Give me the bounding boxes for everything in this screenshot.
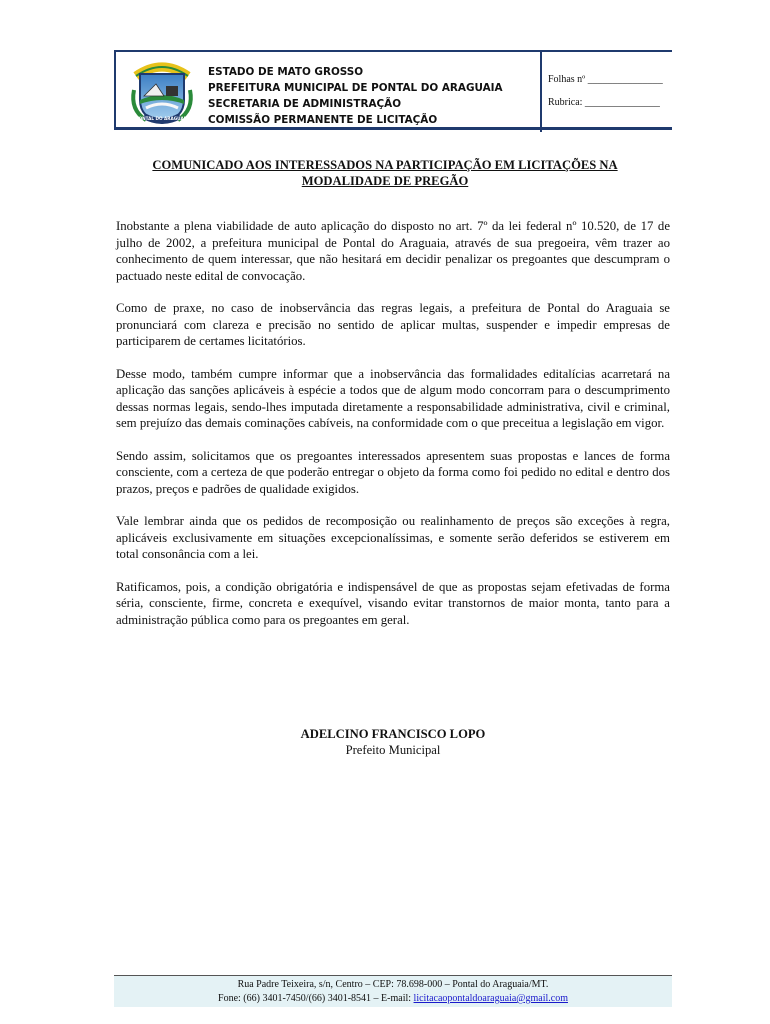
org-line-prefeitura: PREFEITURA MUNICIPAL DE PONTAL DO ARAGUAIA (208, 82, 503, 94)
footer-email-link[interactable]: licitacaopontaldoaraguaia@gmail.com (413, 993, 568, 1004)
title-line-2: MODALIDADE DE PREGÃO (301, 174, 469, 188)
paragraph: Sendo assim, solicitamos que os pregoantes interessados apresentem suas propostas e lances de forma consciente, com a certeza de que poderão entregar o objeto da forma como foi pedido no edital e dentro dos prazos, preços e padrões de qualidade exigidos. (116, 448, 670, 496)
paragraph: Inobstante a plena viabilidade de auto aplicação do disposto no art. 7º da lei federal nº 10.520, de 17 de julho de 2002, a prefeitura municipal de Pontal do Araguaia, através de sua pregoeira, vêm trazer ao conhecimento de quem interessar, que não hesitará em decidir penalizar os pregoantes que descumpram o pactuado neste edital de convocação. (116, 219, 670, 283)
folhas-field: Folhas nº _______________ (548, 74, 663, 85)
signatory-role: Prefeito Municipal (345, 743, 441, 757)
footer-phone: Fone: (66) 3401-7450/(66) 3401-8541 – E-mail: (218, 993, 414, 1004)
title-line-1: COMUNICADO AOS INTERESSADOS NA PARTICIPAÇÃO EM LICITAÇÕES NA (152, 158, 618, 172)
org-line-state: ESTADO DE MATO GROSSO (208, 66, 364, 78)
footer-address: Rua Padre Teixeira, s/n, Centro – CEP: 78.698-000 – Pontal do Araguaia/MT. (237, 979, 549, 990)
organization-lines (208, 64, 538, 128)
paragraph: Desse modo, também cumpre informar que a inobservância das formalidades editalícias acarretará na aplicação das sanções aplicáveis à espécie a todos que de algum modo concorram para o descumprimento dessas normas legais, sendo-lhes imputada diretamente a responsabilidade administrativa, civil e criminal, sem prejuízo das demais cominações cabíveis, na conformidade com o que preceitua a legislação em vigor. (116, 366, 670, 430)
paragraph: Vale lembrar ainda que os pedidos de recomposição ou realinhamento de preços são exceções à regra, aplicáveis exclusivamente em situações excepcionalíssimas, e somente serão deferidos se estiverem em total consonância com a lei. (116, 514, 670, 561)
paragraph: Como de praxe, no caso de inobservância das regras legais, a prefeitura de Pontal do Araguaia se pronunciará com clareza e precisão no sentido de aplicar multas, suspender e impedir empresas de participarem de certames licitatórios. (116, 301, 670, 348)
document-footer (114, 975, 672, 1007)
page-title (116, 157, 654, 189)
rubrica-field: Rubrica: _______________ (548, 97, 660, 108)
signatory-name: ADELCINO FRANCISCO LOPO (300, 727, 486, 741)
footer-contact (114, 992, 672, 1006)
org-line-comissao: COMISSÃO PERMANENTE DE LICITAÇÃO (208, 114, 438, 126)
municipal-coat-of-arms-icon (126, 56, 198, 126)
org-line-secretaria: SECRETARIA DE ADMINISTRAÇÃO (208, 98, 402, 110)
document-body (116, 218, 670, 644)
signature-block (116, 726, 670, 758)
paragraph: Ratificamos, pois, a condição obrigatória e indispensável de que as propostas sejam efetivadas de forma séria, consciente, firme, concreta e exequível, visando evitar transtornos de maior monta, tanto para a administração pública como para os pregoantes em geral. (116, 579, 670, 627)
sheet-meta (540, 52, 674, 132)
document-header (114, 50, 672, 130)
logo-text: PONTAL DO ARAGUAIA (135, 116, 189, 121)
